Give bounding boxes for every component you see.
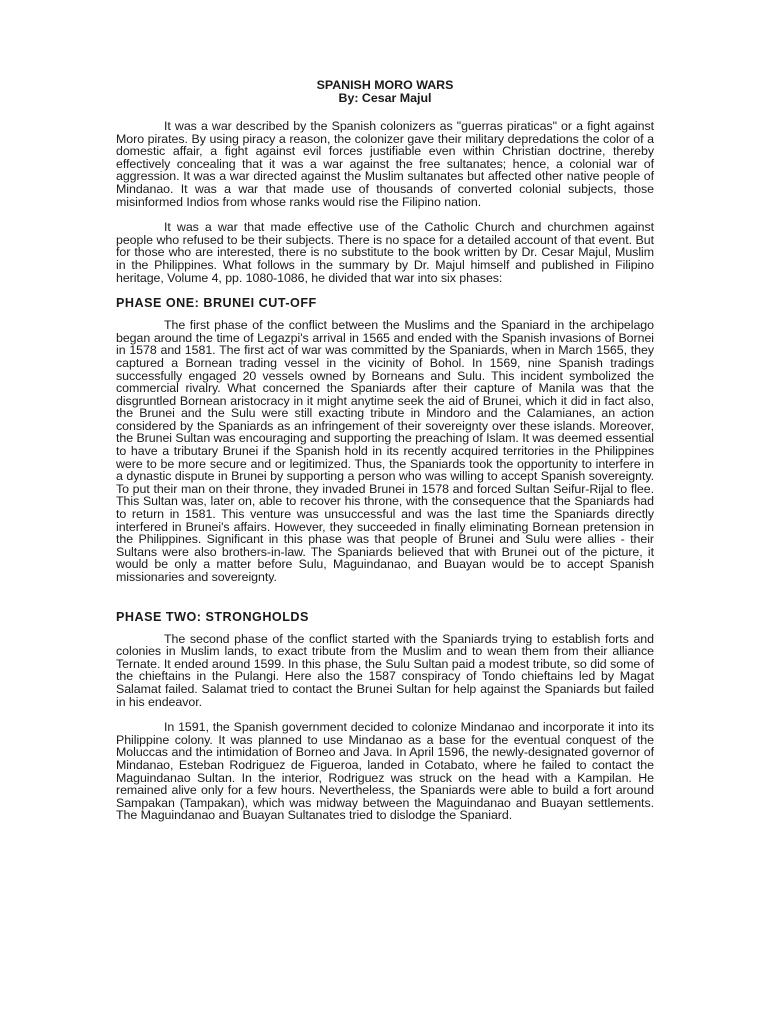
title-block [116,79,654,105]
section-heading-phase-two: PHASE TWO: STRONGHOLDS [116,609,309,624]
phase-two-paragraph: The second phase of the conflict started with the Spaniards trying to establish forts and colonies in Muslim lands, to exact tribute from the Muslim and to wean them from their alliance Ternate. It ended around 1599. In this phase, the Sulu Sultan paid a modest tribute, so did some of the chieftains in the Pulangi. Here also the 1587 conspiracy of Tondo chieftains led by Magat Salamat failed. Salamat tried to contact the Brunei Sultan for help against the Spaniards but failed in his endeavor. [116,631,654,709]
section-heading-phase-one: PHASE ONE: BRUNEI CUT-OFF [116,296,317,311]
document-page [116,79,654,822]
intro-paragraph: It was a war described by the Spanish colonizers as "guerras piraticas" or a fight against Moro pirates. By using piracy a reason, the colonizer gave their military depredations the color of a domestic affair, a fight against evil forces justifiable even within Christian doctrine, thereby effectively concealing that it was a war against the free sultanates; hence, a colonial war of aggression. It was a war directed against the Muslim sultanates but affected other native people of Mindanao. It was a war that made use of thousands of converted colonial subjects, those misinformed Indios from whose ranks would rise the Filipino nation. [116,119,654,209]
phase-one-paragraph: The first phase of the conflict between the Muslims and the Spaniard in the archipelago began around the time of Legazpi's arrival in 1565 and ended with the Spanish invasions of Bornei in 1578 and 1581. The first act of war was committed by the Spaniards, when in March 1565, they captured a Bornean trading vessel in the vicinity of Bohol. In 1569, nine Spanish tradings successfully engaged 20 vessels owned by Borneans and Sulu. This incident symbolized the commercial rivalry. What concerned the Spaniards after their capture of Manila was that the disgruntled Bornean aristocracy in it might anytime seek the aid of Brunei, which it did in fact also, the Brunei and the Sulu were still exacting tribute in Mindoro and the Calamianes, an action considered by the Spaniards as an infringement of their sovereignty over these islands. Moreover, the Brunei Sultan was encouraging and supporting the preaching of Islam. It was deemed essential to have a tributary Brunei if the Spanish hold in its recently acquired territories in the Philippines were to be more secure and or legitimized. Thus, the Spaniards took the opportunity to interfere in a dynastic dispute in Brunei by supporting a person who was willing to accept Spanish sovereignty. To put their man on their throne, they invaded Brunei in 1578 and forced Sultan Seifur-Rijal to flee. This Sultan was, later on, able to recover his throne, with the consequence that the Spaniards had to return in 1581. This venture was unsuccessful and was the last time the Spaniards directly interfered in Brunei's affairs. However, they succeeded in finally eliminating Bornean pretension in the Philippines. Significant in this phase was that people of Brunei and Sulu were allies - their Sultans were also brothers-in-law. The Spaniards believed that with Brunei out of the picture, it would be only a matter before Sulu, Maguindanao, and Buayan would be to accept Spanish missionaries and sovereignty. [116,318,654,584]
intro-paragraph: It was a war that made effective use of the Catholic Church and churchmen against people who refused to be their subjects. There is no space for a detailed account of that event. But for those who are interested, there is no substitute to the book written by Dr. Cesar Majul, Muslim in the Philippines. What follows in the summary by Dr. Majul himself and published in Filipino heritage, Volume 4, pp. 1080-1086, he divided that war into six phases: [116,220,654,285]
document-byline: By: Cesar Majul [338,91,432,105]
phase-two-paragraph: In 1591, the Spanish government decided to colonize Mindanao and incorporate it into its Philippine colony. It was planned to use Mindanao as a base for the eventual conquest of the Moluccas and the intimidation of Borneo and Java. In April 1596, the newly-designated governor of Mindanao, Esteban Rodriguez de Figueroa, landed in Cotabato, where he failed to contact the Maguindanao Sultan. In the interior, Rodriguez was struck on the head with a Kampilan. He remained alive only for a few hours. Nevertheless, the Spaniards were able to build a fort around Sampakan (Tampakan), which was midway between the Maguindanao and Buayan settlements. The Maguindanao and Buayan Sultanates tried to dislodge the Spaniard. [116,720,654,823]
document-title: SPANISH MORO WARS [316,78,454,92]
